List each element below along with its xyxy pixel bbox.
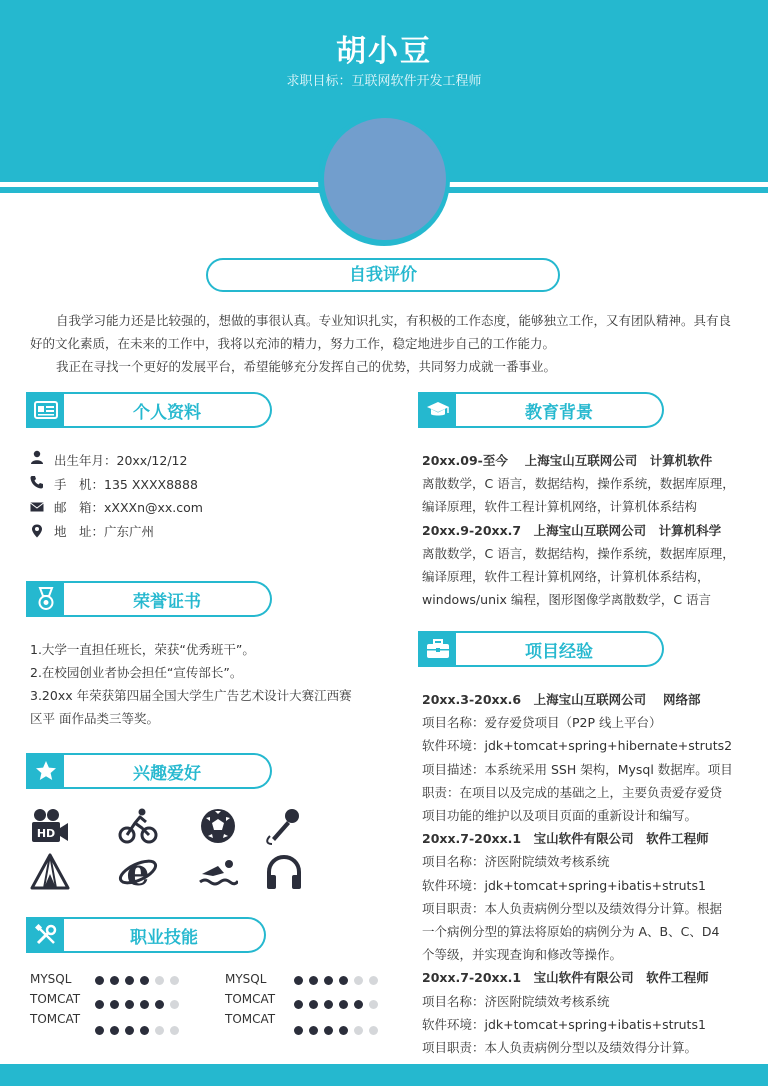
skill-level [95,1026,179,1035]
skill-dot-empty [170,1026,179,1035]
entry-text: 软件环境：jdk+tomcat+spring+hibernate+struts2 [422,738,733,754]
candidate-name: 胡小豆 [336,34,432,69]
entry-heading: 20xx.7-20xx.1 宝山软件有限公司 软件工程师 [422,970,709,986]
entry-text: windows/unix 编程，图形图像学离散数学，C 语言 [422,592,712,608]
skill-dot-empty [369,1026,378,1035]
section-projects [418,631,664,667]
job-target: 求职目标：互联网软件开发工程师 [286,74,482,89]
self-eval-paragraph-1: 自我学习能力还是比较强的，想做的事很认真。专业知识扎实，有积极的工作态度，能够独立工作，又有团队精神。具有良好的文化素质，在未来的工作中，我将以充沛的精力，努力工作，稳定地进步自己的工作能力。 [30,313,732,351]
honor-item-3: 3.20xx 年荣获第四届全国大学生广告艺术设计大赛江西赛 [30,688,352,703]
skill-dot-filled [294,976,303,985]
entry-text: 个等级，并实现查询和修改等操作。 [422,947,623,963]
skill-dot-empty [369,1000,378,1009]
skill-name: TOMCAT [225,1012,276,1026]
section-honors [26,581,272,617]
section-honors-label: 荣誉证书 [64,581,272,617]
skill-dot-filled [339,976,348,985]
entry-heading: 20xx.09-至今 上海宝山互联网公司 计算机软件 [422,453,713,468]
entry-text: 职责：在项目以及完成的基础之上，主要负责爱存爱贷 [422,784,723,800]
honor-item-3-cont: 区平 面作品类三等奖。 [30,711,159,726]
skill-dot-filled [309,1000,318,1009]
skill-dot-filled [339,1000,348,1009]
honor-item-2: 2.在校园创业者协会担任“宣传部长”。 [30,665,243,680]
skill-dot-filled [309,1026,318,1035]
skill-level [294,1000,378,1009]
entry-text: 软件环境：jdk+tomcat+spring+ibatis+struts1 [422,1016,706,1032]
tent-icon [30,852,70,892]
section-education-label: 教育背景 [456,392,664,428]
skill-dot-filled [294,1000,303,1009]
entry-text: 软件环境：jdk+tomcat+spring+ibatis+struts1 [422,877,706,893]
skill-dot-filled [110,1000,119,1009]
info-phone: 手 机：135 XXXX8888 [54,477,198,492]
entry-heading: 20xx.9-20xx.7 上海宝山互联网公司 计算机科学 [422,522,722,538]
skill-dot-filled [140,976,149,985]
skill-name: MYSQL [30,972,72,986]
section-hobbies [26,753,272,789]
microphone-icon [264,806,304,846]
headphones-icon [264,852,304,892]
skill-dot-filled [309,976,318,985]
skill-dot-filled [324,976,333,985]
skill-level [294,1026,378,1035]
self-eval-title: 自我评价 [206,258,560,292]
skill-dot-filled [140,1026,149,1035]
skill-dot-empty [354,976,363,985]
entry-text: 项目名称：济医附院绩效考核系统 [422,854,610,870]
skill-name: TOMCAT [225,992,276,1006]
entry-text: 离散数学，C 语言，数据结构，操作系统，数据库原理， [422,476,735,492]
skill-name: TOMCAT [30,992,81,1006]
entry-heading: 20xx.7-20xx.1 宝山软件有限公司 软件工程师 [422,831,709,847]
video-camera-icon [30,806,70,846]
entry-text: 编译原理，软件工程计算机网络，计算机体系结构 [422,499,698,515]
skill-dot-filled [95,976,104,985]
skill-dot-filled [155,1000,164,1009]
skill-dot-filled [140,1000,149,1009]
user-icon [30,450,44,464]
section-projects-label: 项目经验 [456,631,664,667]
skill-dot-filled [125,1000,134,1009]
section-skills [26,917,266,953]
skill-dot-filled [324,1026,333,1035]
skill-dot-filled [354,1000,363,1009]
phone-icon [30,475,44,489]
hd-label: HD [36,827,56,840]
entry-text: 离散数学，C 语言，数据结构，操作系统，数据库原理， [422,545,735,561]
skill-dot-filled [125,1026,134,1035]
skill-name: TOMCAT [30,1012,81,1026]
football-icon [198,806,238,846]
id-card-icon [26,392,66,428]
skill-dot-empty [354,1026,363,1035]
honor-item-1: 1.大学一直担任班长，荣获“优秀班干”。 [30,642,255,657]
mail-icon [30,500,44,514]
skill-dot-empty [170,976,179,985]
entry-text: 项目名称：济医附院绩效考核系统 [422,993,610,1009]
entry-heading: 20xx.3-20xx.6 上海宝山互联网公司 网络部 [422,692,701,707]
skill-dot-filled [95,1026,104,1035]
skill-level [294,976,378,985]
tools-icon [26,917,66,953]
entry-text: 项目职责：本人负责病例分型以及绩效得分计算。 [422,1040,698,1055]
section-skills-label: 职业技能 [64,917,266,953]
footer-bar [0,1064,768,1086]
graduation-cap-icon [418,392,458,428]
skill-level [95,1000,179,1009]
svg-text:e: e [126,852,150,892]
skill-dot-filled [125,976,134,985]
skill-dot-empty [155,976,164,985]
info-birth: 出生年月：20xx/12/12 [54,453,188,468]
entry-text: 项目描述：本系统采用 SSH 架构，Mysql 数据库。项目 [422,761,733,777]
internet-explorer-icon [118,852,158,892]
medal-icon [26,581,66,617]
skill-dot-filled [294,1026,303,1035]
entry-text: 一个病例分型的算法将原始的病例分为 A、B、C、D4 [422,924,720,939]
skill-dot-filled [110,976,119,985]
cycling-icon [118,806,158,846]
star-icon [26,753,66,789]
briefcase-icon [418,631,458,667]
section-hobbies-label: 兴趣爱好 [64,753,272,789]
self-eval-paragraph-2: 我正在寻找一个更好的发展平台，希望能够充分发挥自己的优势，共同努力成就一番事业。 [56,359,557,374]
section-education [418,392,664,428]
section-personal-label: 个人资料 [64,392,272,428]
entry-text: 项目功能的维护以及项目页面的重新设计和编写。 [422,808,698,823]
swimming-icon [198,852,238,892]
entry-text: 编译原理，软件工程计算机网络，计算机体系结构， [422,569,710,584]
skill-dot-filled [324,1000,333,1009]
entry-text: 项目职责：本人负责病例分型以及绩效得分计算。根据 [422,900,723,916]
skill-dot-filled [95,1000,104,1009]
skill-name: MYSQL [225,972,267,986]
skill-dot-empty [155,1026,164,1035]
avatar [324,118,446,240]
info-address: 地 址：广东广州 [54,524,155,539]
skill-dot-filled [339,1026,348,1035]
section-personal [26,392,272,428]
info-email: 邮 箱：xXXXn@xx.com [54,500,203,515]
location-icon [30,524,44,538]
skill-dot-empty [369,976,378,985]
skill-dot-empty [170,1000,179,1009]
skill-level [95,976,179,985]
entry-text: 项目名称：爱存爱贷项目（P2P 线上平台） [422,715,662,731]
skill-dot-filled [110,1026,119,1035]
